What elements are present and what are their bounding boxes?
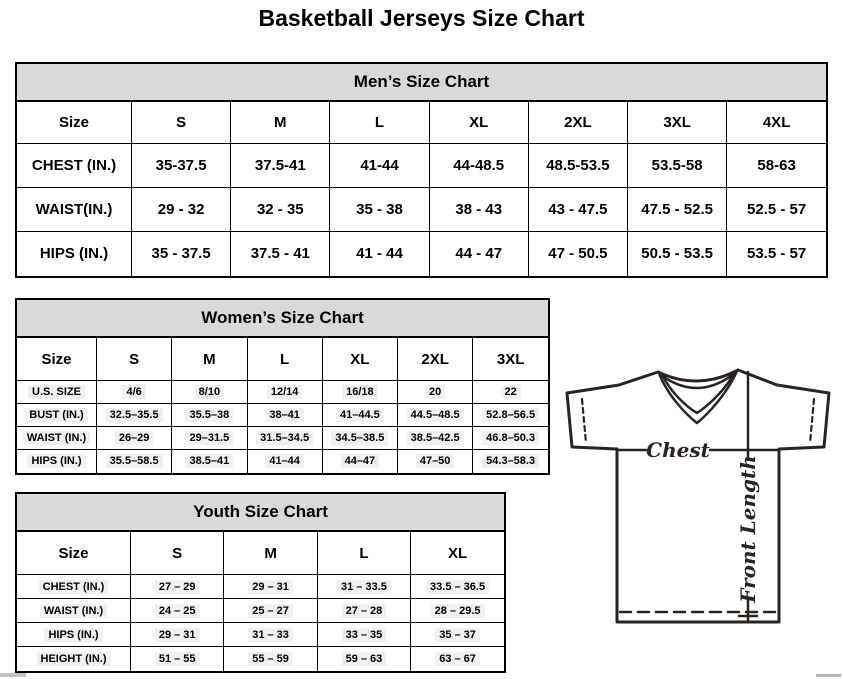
measurement-value-cell [131, 599, 224, 623]
measurement-value-cell: 41-44 [330, 144, 429, 188]
measurement-value-cell: 35-37.5 [132, 144, 231, 188]
highlighted-value: 38.5–41 [185, 454, 233, 468]
measurement-value-cell [224, 599, 317, 623]
measurement-value-cell [473, 427, 548, 450]
size-column-header: 4XL [727, 102, 826, 144]
highlighted-value: 20 [425, 385, 445, 399]
highlighted-value: 41–44.5 [336, 408, 384, 422]
measurement-value-cell: 35 - 38 [330, 188, 429, 232]
highlighted-value: 31 – 33.5 [337, 580, 391, 594]
measurement-value-cell [131, 647, 224, 671]
measurement-label-cell [17, 450, 97, 473]
measurement-row [17, 232, 826, 276]
highlighted-value: HEIGHT (IN.) [37, 652, 111, 666]
scrollbar-fragment[interactable] [816, 674, 841, 677]
measurement-value-cell [411, 647, 504, 671]
measurement-value-cell: 41 - 44 [330, 232, 429, 276]
chest-label: Chest [646, 438, 710, 462]
highlighted-value: 27 – 29 [155, 580, 200, 594]
measurement-value-cell [411, 599, 504, 623]
highlighted-value: 34.5–38.5 [331, 431, 388, 445]
size-column-header: S [132, 102, 231, 144]
highlighted-value: 29–31.5 [185, 431, 233, 445]
size-column-header: S [97, 338, 172, 381]
highlighted-value: 35.5–58.5 [106, 454, 163, 468]
highlighted-value: CHEST (IN.) [39, 580, 109, 594]
size-header-row [17, 102, 826, 144]
size-header-row [17, 532, 504, 575]
front-length-label: Front Length [736, 455, 760, 603]
measurement-value-cell: 53.5-58 [628, 144, 727, 188]
highlighted-value: 16/18 [342, 385, 378, 399]
measurement-row [17, 144, 826, 188]
scrollbar-fragment[interactable] [0, 673, 26, 677]
measurement-value-cell: 29 - 32 [132, 188, 231, 232]
measurement-value-cell [322, 381, 397, 404]
measurement-value-cell [473, 381, 548, 404]
mens-chart-title: Men’s Size Chart [17, 64, 826, 101]
highlighted-value: 4/6 [122, 385, 145, 399]
size-column-header: XL [429, 102, 528, 144]
size-column-header: 2XL [398, 338, 473, 381]
youth-size-table [17, 531, 504, 671]
measurement-value-cell: 44 - 47 [429, 232, 528, 276]
measurement-row [17, 647, 504, 671]
size-column-header: M [224, 532, 317, 575]
measurement-value-cell [172, 381, 247, 404]
measurement-value-cell [172, 450, 247, 473]
jersey-measurement-diagram [556, 361, 843, 628]
measurement-value-cell [322, 450, 397, 473]
size-column-header: XL [322, 338, 397, 381]
size-row-label: Size [17, 102, 132, 144]
measurement-value-cell [317, 575, 410, 599]
size-column-header: 2XL [528, 102, 627, 144]
measurement-value-cell [131, 623, 224, 647]
measurement-value-cell [398, 450, 473, 473]
measurement-value-cell [247, 381, 322, 404]
measurement-row [17, 599, 504, 623]
measurement-value-cell [97, 381, 172, 404]
mens-size-chart [15, 62, 828, 278]
highlighted-value: 22 [501, 385, 521, 399]
measurement-value-cell: 35 - 37.5 [132, 232, 231, 276]
measurement-label-cell [17, 381, 97, 404]
measurement-value-cell: 53.5 - 57 [727, 232, 826, 276]
size-row-label: Size [17, 338, 97, 381]
size-header-row [17, 338, 548, 381]
measurement-row [17, 575, 504, 599]
highlighted-value: 31 – 33 [248, 628, 293, 642]
measurement-label-cell: WAIST(IN.) [17, 188, 132, 232]
measurement-value-cell [247, 404, 322, 427]
highlighted-value: 59 – 63 [342, 652, 387, 666]
highlighted-value: 24 – 25 [155, 604, 200, 618]
measurement-row [17, 381, 548, 404]
highlighted-value: 38.5–42.5 [407, 431, 464, 445]
highlighted-value: 55 – 59 [248, 652, 293, 666]
size-column-header: L [330, 102, 429, 144]
highlighted-value: U.S. SIZE [28, 385, 85, 399]
highlighted-value: 35.5–38 [185, 408, 233, 422]
measurement-row [17, 623, 504, 647]
measurement-label-cell: HIPS (IN.) [17, 232, 132, 276]
measurement-value-cell [172, 427, 247, 450]
measurement-value-cell: 43 - 47.5 [528, 188, 627, 232]
measurement-value-cell: 50.5 - 53.5 [628, 232, 727, 276]
highlighted-value: 35 – 37 [435, 628, 480, 642]
left-cuff-dashed-line [582, 399, 586, 443]
measurement-value-cell: 44-48.5 [429, 144, 528, 188]
highlighted-value: BUST (IN.) [25, 408, 87, 422]
measurement-label-cell [17, 623, 131, 647]
highlighted-value: 41–44 [265, 454, 304, 468]
highlighted-value: HIPS (IN.) [27, 454, 85, 468]
measurement-value-cell [247, 450, 322, 473]
highlighted-value: 44.5–48.5 [407, 408, 464, 422]
measurement-row [17, 427, 548, 450]
page-title: Basketball Jerseys Size Chart [258, 5, 585, 31]
measurement-label-cell [17, 647, 131, 671]
highlighted-value: WAIST (IN.) [23, 431, 90, 445]
highlighted-value: 29 – 31 [155, 628, 200, 642]
measurement-value-cell [317, 599, 410, 623]
highlighted-value: 8/10 [195, 385, 224, 399]
highlighted-value: 33.5 – 36.5 [426, 580, 489, 594]
size-column-header: XL [411, 532, 504, 575]
measurement-value-cell [398, 381, 473, 404]
measurement-label-cell: CHEST (IN.) [17, 144, 132, 188]
size-column-header: 3XL [628, 102, 727, 144]
size-column-header: L [317, 532, 410, 575]
highlighted-value: 46.8–50.3 [482, 431, 539, 445]
highlighted-value: 63 – 67 [435, 652, 480, 666]
highlighted-value: 51 – 55 [155, 652, 200, 666]
highlighted-value: 28 – 29.5 [431, 604, 485, 618]
measurement-value-cell: 37.5 - 41 [231, 232, 330, 276]
highlighted-value: 12/14 [267, 385, 303, 399]
measurement-row [17, 450, 548, 473]
measurement-value-cell [473, 450, 548, 473]
highlighted-value: 31.5–34.5 [256, 431, 313, 445]
measurement-value-cell [247, 427, 322, 450]
highlighted-value: 44–47 [341, 454, 380, 468]
measurement-value-cell: 47.5 - 52.5 [628, 188, 727, 232]
size-column-header: S [131, 532, 224, 575]
womens-size-chart [15, 298, 550, 475]
measurement-value-cell: 48.5-53.5 [528, 144, 627, 188]
size-column-header: L [247, 338, 322, 381]
measurement-value-cell [411, 623, 504, 647]
highlighted-value: 27 – 28 [342, 604, 387, 618]
youth-size-chart [15, 492, 506, 673]
size-column-header: M [172, 338, 247, 381]
measurement-value-cell [473, 404, 548, 427]
mens-size-table [17, 101, 826, 276]
measurement-value-cell: 52.5 - 57 [727, 188, 826, 232]
measurement-value-cell [317, 647, 410, 671]
highlighted-value: 32.5–35.5 [106, 408, 163, 422]
measurement-value-cell [322, 427, 397, 450]
highlighted-value: 29 – 31 [248, 580, 293, 594]
womens-chart-title: Women’s Size Chart [17, 300, 548, 337]
highlighted-value: 52.8–56.5 [482, 408, 539, 422]
measurement-value-cell [172, 404, 247, 427]
right-cuff-dashed-line [810, 399, 814, 443]
womens-size-table [17, 337, 548, 473]
highlighted-value: 47–50 [416, 454, 455, 468]
measurement-label-cell [17, 427, 97, 450]
highlighted-value: WAIST (IN.) [40, 604, 107, 618]
measurement-value-cell: 37.5-41 [231, 144, 330, 188]
measurement-value-cell [97, 404, 172, 427]
measurement-value-cell [97, 450, 172, 473]
measurement-value-cell: 38 - 43 [429, 188, 528, 232]
highlighted-value: HIPS (IN.) [44, 628, 102, 642]
measurement-value-cell [97, 427, 172, 450]
measurement-label-cell [17, 599, 131, 623]
measurement-value-cell [224, 575, 317, 599]
measurement-label-cell [17, 404, 97, 427]
measurement-value-cell [398, 427, 473, 450]
measurement-row [17, 404, 548, 427]
jersey-outline [567, 370, 829, 622]
highlighted-value: 33 – 35 [342, 628, 387, 642]
highlighted-value: 25 – 27 [248, 604, 293, 618]
measurement-value-cell [411, 575, 504, 599]
highlighted-value: 38–41 [265, 408, 304, 422]
size-column-header: 3XL [473, 338, 548, 381]
measurement-value-cell: 58-63 [727, 144, 826, 188]
measurement-value-cell: 47 - 50.5 [528, 232, 627, 276]
youth-chart-title: Youth Size Chart [17, 494, 504, 531]
measurement-value-cell [131, 575, 224, 599]
size-row-label: Size [17, 532, 131, 575]
measurement-value-cell [224, 623, 317, 647]
measurement-value-cell: 32 - 35 [231, 188, 330, 232]
measurement-label-cell [17, 575, 131, 599]
measurement-value-cell [224, 647, 317, 671]
highlighted-value: 26–29 [115, 431, 154, 445]
measurement-value-cell [398, 404, 473, 427]
measurement-value-cell [322, 404, 397, 427]
measurement-value-cell [317, 623, 410, 647]
size-column-header: M [231, 102, 330, 144]
highlighted-value: 54.3–58.3 [482, 454, 539, 468]
measurement-row [17, 188, 826, 232]
